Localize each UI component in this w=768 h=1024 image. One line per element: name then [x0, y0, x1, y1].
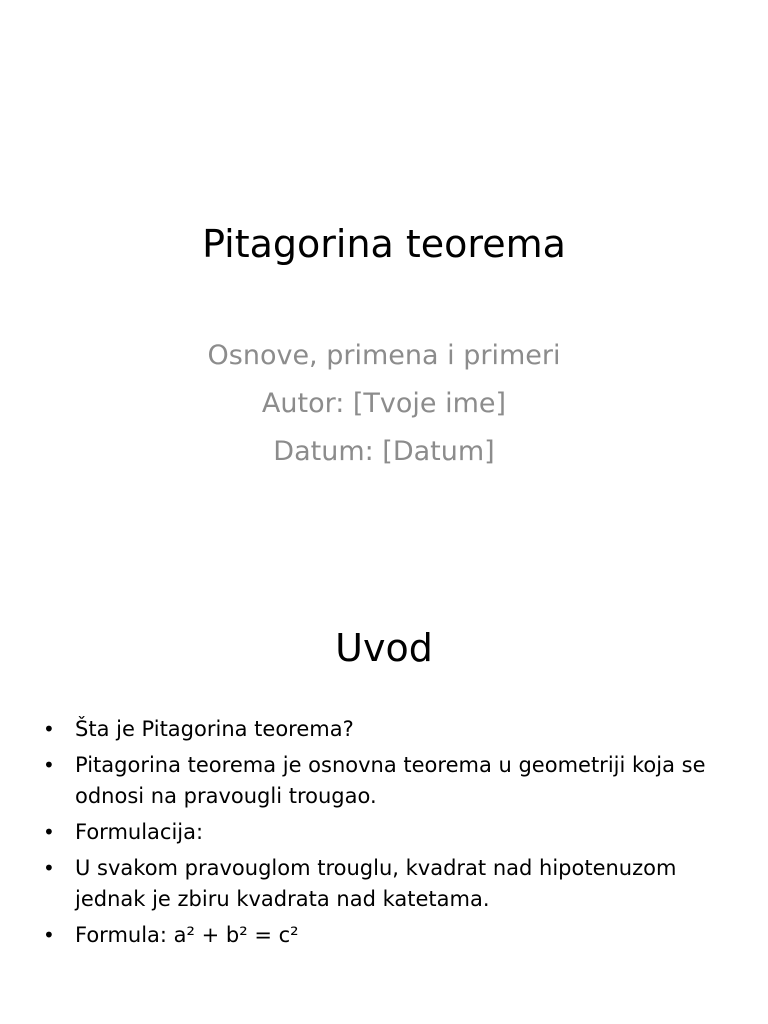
list-item-text: U svakom pravouglom trouglu, kvadrat nad hipotenuzom jednak je zbiru kvadrata nad katetama.	[75, 856, 677, 911]
list-item	[40, 714, 720, 745]
bullet-icon: •	[43, 717, 55, 741]
slide-title: Uvod	[335, 626, 433, 670]
list-item	[40, 920, 720, 951]
slide-subtitle	[0, 332, 768, 476]
list-item-text: Pitagorina teorema je osnovna teorema u geometriji koja se odnosi na pravougli trougao.	[75, 753, 706, 808]
slide-title: Pitagorina teorema	[202, 222, 566, 266]
intro-slide	[0, 576, 768, 1024]
subtitle-line-description: Osnove, primena i primeri	[207, 340, 561, 371]
list-item	[40, 853, 720, 915]
bullet-icon: •	[43, 820, 55, 844]
bullet-icon: •	[43, 923, 55, 947]
list-item	[40, 750, 720, 812]
bullet-list	[40, 714, 720, 956]
list-item-text: Šta je Pitagorina teorema?	[75, 717, 354, 741]
list-item-text: Formulacija:	[75, 820, 204, 844]
bullet-icon: •	[43, 753, 55, 777]
list-item	[40, 817, 720, 848]
subtitle-line-date: Datum: [Datum]	[273, 436, 495, 467]
subtitle-line-author: Autor: [Tvoje ime]	[261, 388, 507, 419]
list-item-text: Formula: a² + b² = c²	[75, 923, 299, 947]
bullet-icon: •	[43, 856, 55, 880]
